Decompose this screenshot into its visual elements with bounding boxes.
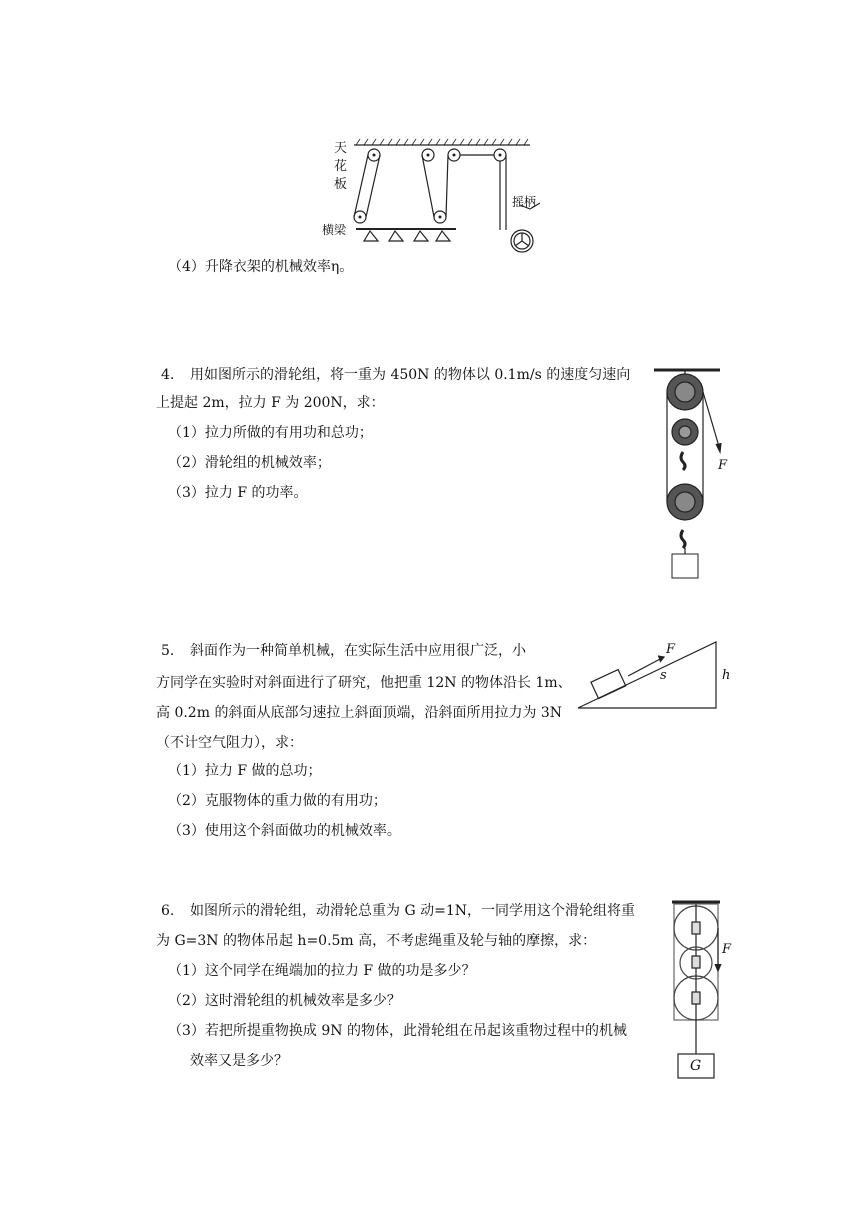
q4-pulley-figure xyxy=(650,362,740,582)
q6-part1: （1）这个同学在绳端加的拉力 F 做的功是多少？ xyxy=(168,963,476,979)
q4-line2: 上提起 2m，拉力 F 为 200N，求： xyxy=(156,395,385,411)
ceiling-label-2: 花 xyxy=(334,159,348,174)
q5-line3: 高 0.2m 的斜面从底部匀速拉上斜面顶端，沿斜面所用拉力为 3N xyxy=(156,705,563,721)
q5-part2: （2）克服物体的重力做的有用功； xyxy=(168,793,387,809)
q5-line4: （不计空气阻力），求： xyxy=(156,735,303,751)
ceiling-label-3: 板 xyxy=(334,177,348,192)
q6-part3: （3）若把所提重物换成 9N 的物体，此滑轮组在吊起该重物过程中的机械 xyxy=(168,1023,627,1039)
q6-pulley-figure xyxy=(664,898,744,1084)
q6-weight-label: G xyxy=(690,1058,702,1074)
q5-number: 5. xyxy=(161,643,175,659)
q5-height-label: h xyxy=(722,668,731,683)
q4-force-label: F xyxy=(718,458,728,473)
q5-part3: （3）使用这个斜面做功的机械效率。 xyxy=(168,823,401,839)
q6-line1: 如图所示的滑轮组，动滑轮总重为 G 动=1N，一同学用这个滑轮组将重 xyxy=(190,903,635,919)
q4-part1: （1）拉力所做的有用功和总功； xyxy=(168,425,373,441)
clothes-rack-figure xyxy=(322,135,550,255)
q6-part3-cont: 效率又是多少？ xyxy=(190,1053,288,1069)
q5-incline-figure xyxy=(576,640,736,712)
q5-slope-label: s xyxy=(660,668,667,683)
q4-line1: 用如图所示的滑轮组，将一重为 450N 的物体以 0.1m/s 的速度匀速向 xyxy=(190,367,631,383)
q4-part2: （2）滑轮组的机械效率； xyxy=(168,455,331,471)
q5-line1: 斜面作为一种简单机械，在实际生活中应用很广泛，小 xyxy=(190,643,526,659)
q6-part2: （2）这时滑轮组的机械效率是多少？ xyxy=(168,993,401,1009)
q6-line2: 为 G=3N 的物体吊起 h=0.5m 高，不考虑绳重及轮与轴的摩擦，求： xyxy=(156,933,597,949)
q5-line2: 方同学在实验时对斜面进行了研究，他把重 12N 的物体沿长 1m、 xyxy=(156,675,572,691)
q6-number: 6. xyxy=(161,903,175,919)
beam-label: 横梁 xyxy=(322,223,347,237)
q6-pulley-diagram xyxy=(664,898,744,1084)
q4-number: 4. xyxy=(161,367,175,383)
crank-label: 摇柄 xyxy=(512,195,537,209)
q3-part4: （4）升降衣架的机械效率η。 xyxy=(168,259,354,275)
ceiling-label-1: 天 xyxy=(334,141,348,156)
q6-force-label: F xyxy=(722,942,732,957)
q4-part3: （3）拉力 F 的功率。 xyxy=(168,485,308,501)
q5-force-label: F xyxy=(666,642,676,657)
q5-incline-diagram xyxy=(576,640,736,712)
q5-part1: （1）拉力 F 做的总功； xyxy=(168,763,322,779)
